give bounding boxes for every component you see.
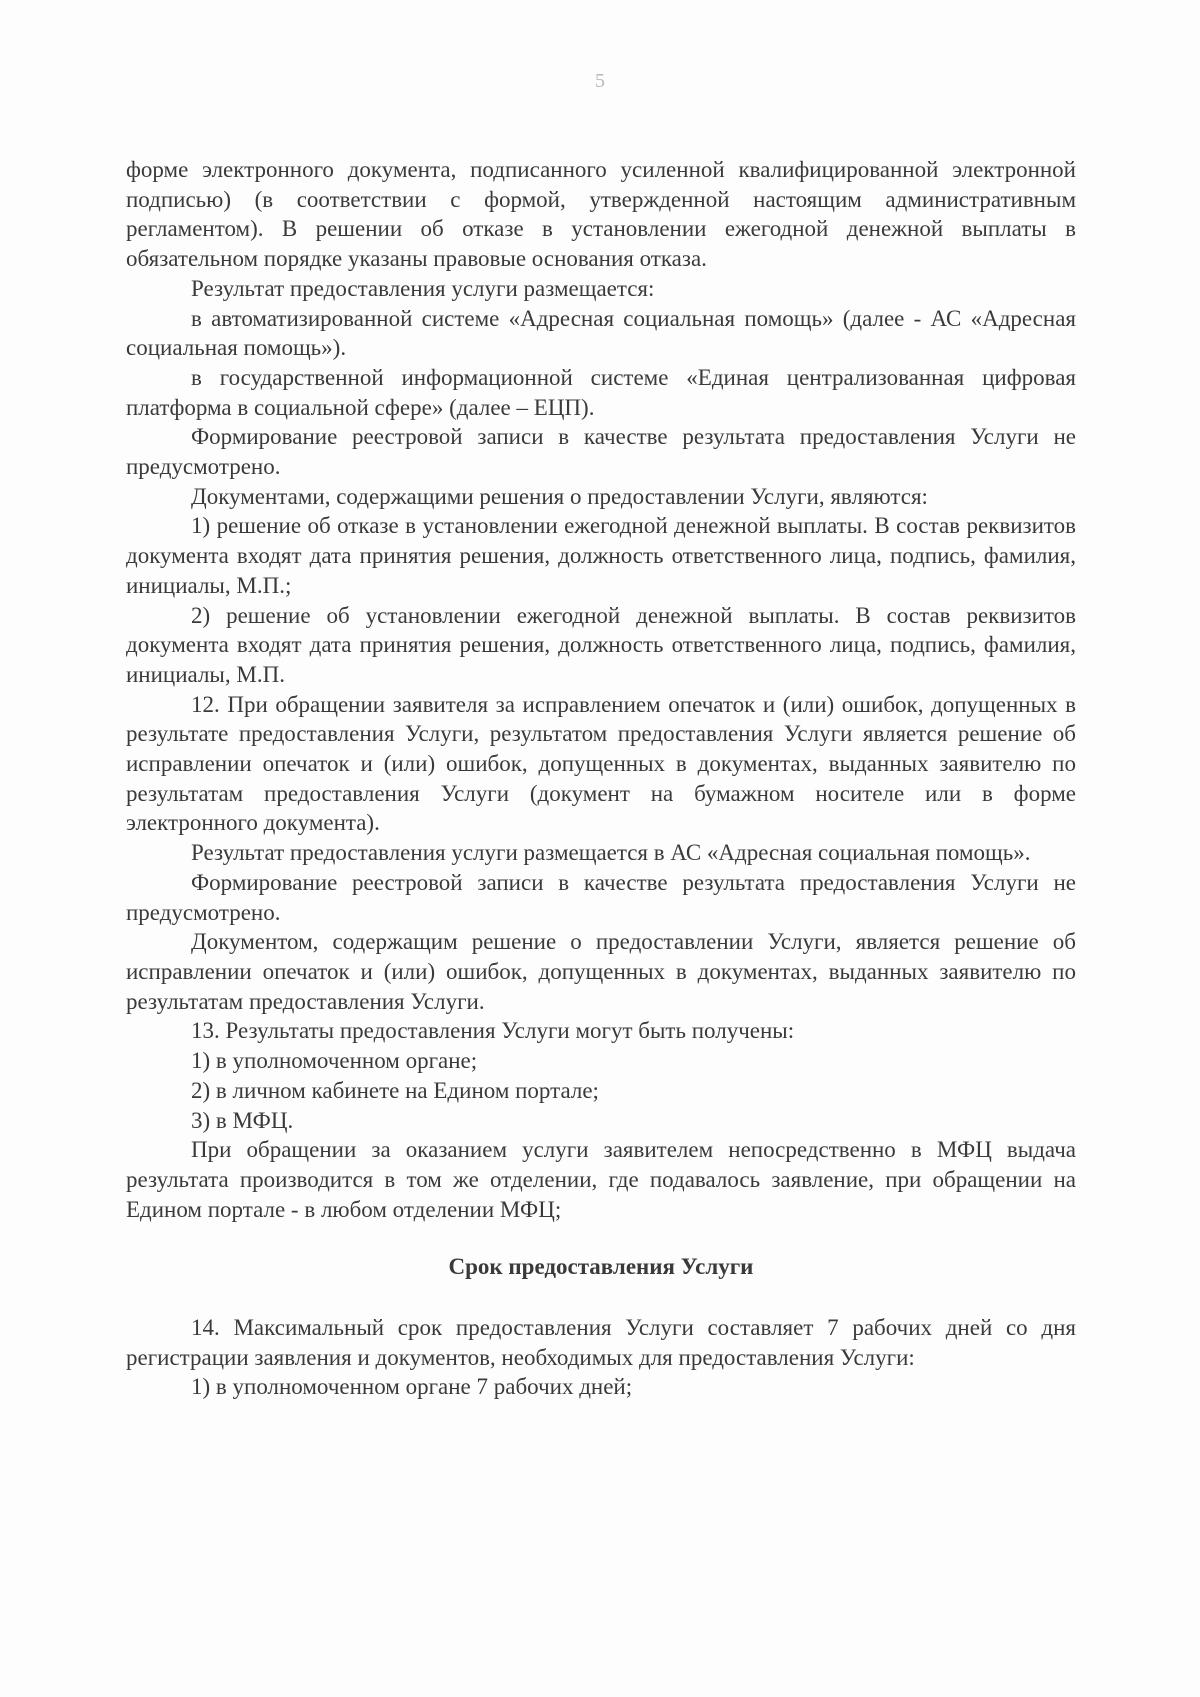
list-item: 2) решение об установлении ежегодной денежной выплаты. В состав реквизитов документа входят дата принятия решения, должность ответственного лица, подпись, фамилия, инициалы, М.П.	[126, 602, 1076, 687]
clause-13: 13. Результаты предоставления Услуги могут быть получены:	[191, 1018, 795, 1044]
list-item: 2) в личном кабинете на Едином портале;	[191, 1077, 599, 1103]
paragraph: Формирование реестровой записи в качестве результата предоставления Услуги не предусмотрено.	[126, 424, 1076, 480]
list-item: 1) в уполномоченном органе 7 рабочих дней;	[191, 1374, 633, 1400]
page-number: 5	[595, 70, 605, 92]
document-body	[126, 155, 1076, 1402]
paragraph: в государственной информационной системе «Единая централизованная цифровая платформа в социальной сфере» (далее – ЕЦП).	[126, 364, 1076, 420]
paragraph: Результат предоставления услуги размещается:	[191, 275, 655, 301]
list-item: 3) в МФЦ.	[191, 1107, 294, 1133]
paragraph: Результат предоставления услуги размещается в АС «Адресная социальная помощь».	[191, 840, 1031, 866]
section-heading: Срок предоставления Услуги	[448, 1254, 754, 1280]
paragraph: Документами, содержащими решения о предоставлении Услуги, являются:	[191, 483, 928, 509]
paragraph: Документом, содержащим решение о предоставлении Услуги, является решение об исправлении опечаток и (или) ошибок, допущенных в документах, выданных заявителю по результатам предоставления Услуги.	[126, 929, 1076, 1014]
paragraph-continuation: форме электронного документа, подписанного усиленной квалифицированной электронной подписью) (в соответствии с формой, утвержденной настоящим административным регламентом). В решении об отказе в установлении ежегодной денежной выплаты в обязательном порядке указаны правовые основания отказа.	[126, 157, 1076, 272]
paragraph: в автоматизированной системе «Адресная социальная помощь» (далее - АС «Адресная социальная помощь»).	[126, 305, 1076, 361]
list-item: 1) в уполномоченном органе;	[191, 1048, 478, 1074]
paragraph: При обращении за оказанием услуги заявителем непосредственно в МФЦ выдача результата производится в том же отделении, где подавалось заявление, при обращении на Едином портале - в любом отделении МФЦ;	[126, 1137, 1076, 1222]
list-item: 1) решение об отказе в установлении ежегодной денежной выплаты. В состав реквизитов документа входят дата принятия решения, должность ответственного лица, подпись, фамилия, инициалы, М.П.;	[126, 513, 1076, 598]
clause-12: 12. При обращении заявителя за исправлением опечаток и (или) ошибок, допущенных в результате предоставления Услуги, результатом предоставления Услуги является решение об исправлении опечаток и (или) ошибок, допущенных в документах, выданных заявителю по результатам предоставления Услуги (документ на бумажном носителе или в форме электронного документа).	[126, 691, 1076, 836]
paragraph: Формирование реестровой записи в качестве результата предоставления Услуги не предусмотрено.	[126, 869, 1076, 925]
clause-14: 14. Максимальный срок предоставления Услуги составляет 7 рабочих дней со дня регистрации заявления и документов, необходимых для предоставления Услуги:	[126, 1315, 1076, 1370]
